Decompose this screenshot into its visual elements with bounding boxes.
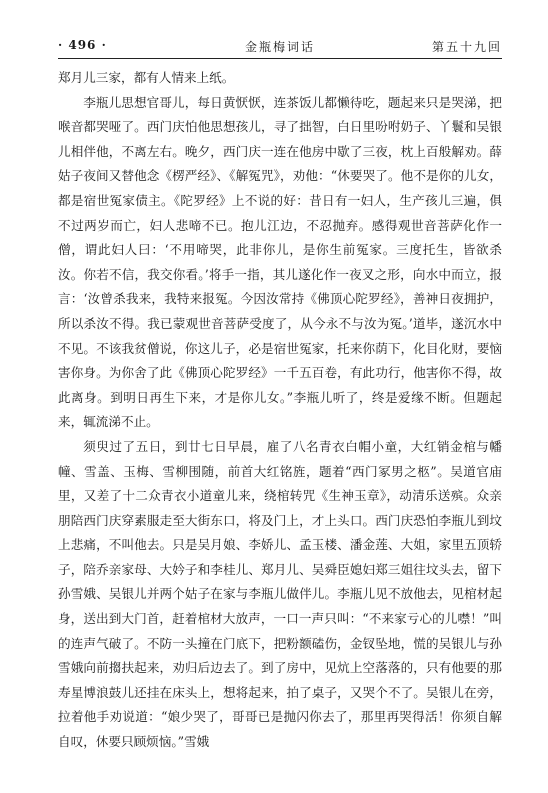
page-number: · 496 · [58,38,107,52]
paragraph: 李瓶儿思想官哥儿，每日黄恹恹，连茶饭儿都懒待吃，题起来只是哭涕，把喉音都哭哑了。西门庆怕他思想孩儿，寻了拙智，白日里吩咐奶子、丫鬟和吴银儿相伴他，不离左右。晚夕，西门庆一连在他房中歇了三夜，枕上百般解劝。薛姑子夜间又替他念《楞严经》、《解冤咒》，劝他：“休要哭了。他不是你的儿女，都是宿世冤家债主。《陀罗经》上不说的好：昔日有一妇人，生产孩儿三遍，俱不过两岁而亡，妇人悲啼不已。抱儿江边，不忍抛弃。感得观世音菩萨化作一僧，谓此妇人曰：‘不用啼哭，此非你儿，是你生前冤家。三度托生，皆欲杀汝。你若不信，我交你看。’将手一指，其儿遂化作一夜叉之形，向水中而立，报言：‘汝曾杀我来，我特来报冤。今因汝常持《佛顶心陀罗经》，善神日夜拥护，所以杀汝不得。我已蒙观世音菩萨受度了，从今永不与汝为冤。’道毕，遂沉水中不见。不该我贫僧说，你这儿子，必是宿世冤家，托来你荫下，化目化财，要恼害你身。为你舍了此《佛顶心陀罗经》一千五百卷，有此功行，他害你不得，故此离身。到明日再生下来，才是你儿女。”李瓶儿听了，终是爱缘不断。但题起来，辄流涕不止。 [58,94,502,430]
chapter-title: 第五十九回 [431,40,502,54]
body-text [58,66,502,755]
running-header [58,34,502,59]
paragraph-continuation: 郑月儿三家，都有人情来上纸。 [58,70,235,85]
paragraph: 须臾过了五日，到廿七日早晨，雇了八名青衣白帽小童，大红销金棺与幡幢、雪盖、玉梅、雪柳围随，前首大红铭旌，题着“西门冢男之柩”。吴道官庙里，又差了十二众青衣小道童儿来，绕棺转咒《生神玉章》，动清乐送殡。众亲朋陪西门庆穿素服走至大街东口，将及门上，才上头口。西门庆恐怕李瓶儿到坟上悲痛，不叫他去。只是吴月娘、李娇儿、孟玉楼、潘金莲、大姐，家里五顶轿子，陪乔亲家母、大妗子和李桂儿、郑月儿、吴舜臣媳妇郑三姐往坟头去，留下孙雪娥、吴银儿并两个姑子在家与李瓶儿做伴儿。李瓶儿见不放他去，见棺材起身，送出到大门首，赶着棺材大放声，一口一声只叫：“不来家亏心的儿噤！”叫的连声气破了。不防一头撞在门底下，把粉额磕伤，金钗坠地，慌的吴银儿与孙雪娥向前搊扶起来，劝归后边去了。到了房中，见炕上空落落的，只有他要的那寿星博浪鼓儿还挂在床头上，想将起来，拍了桌子，又哭个不了。吴银儿在旁，拉着他手劝说道：“娘少哭了，哥哥已是抛闪你去了，那里再哭得活！你须自解自叹，休要只顾烦恼。”雪娥 [58,438,502,750]
book-title: 金瓶梅词话 [244,40,315,54]
